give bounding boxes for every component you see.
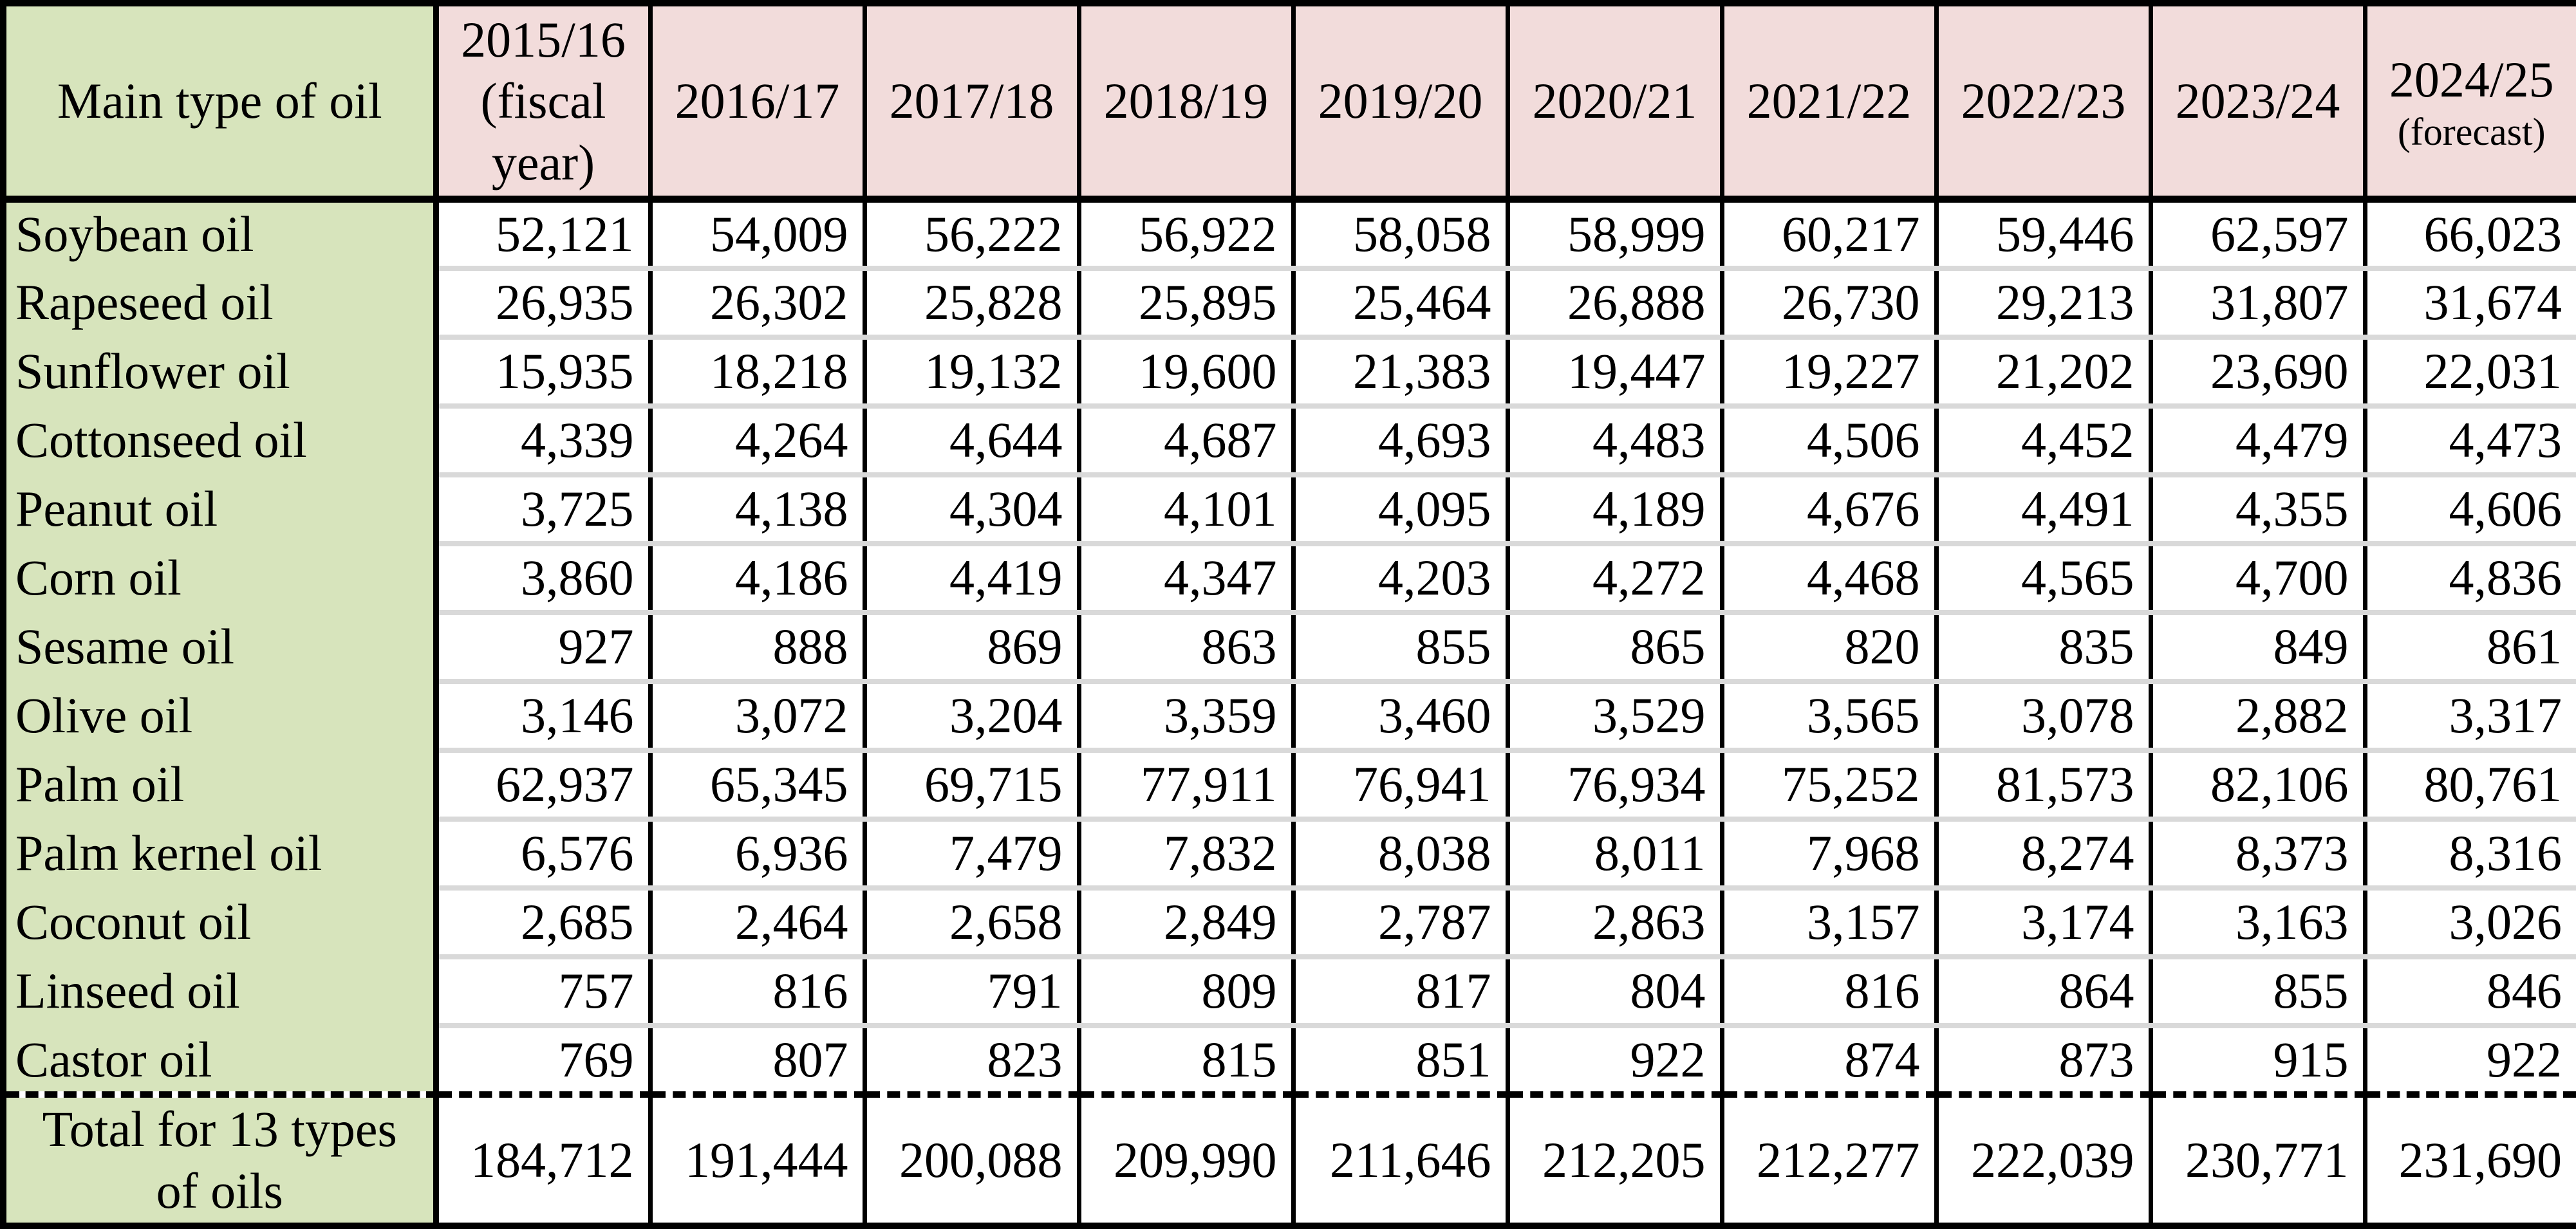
value-cell: 3,529 <box>1507 681 1722 750</box>
header-row <box>3 3 2576 199</box>
value-cell: 865 <box>1507 613 1722 681</box>
row-label: Coconut oil <box>3 888 436 957</box>
value-cell: 200,088 <box>864 1095 1079 1226</box>
value-cell: 191,444 <box>650 1095 864 1226</box>
value-cell: 69,715 <box>864 750 1079 819</box>
value-cell: 855 <box>2151 957 2365 1026</box>
header-label: 2017/18 <box>889 73 1054 129</box>
value-cell: 3,860 <box>436 544 650 613</box>
value-cell: 4,479 <box>2151 406 2365 475</box>
row-label: Cottonseed oil <box>3 406 436 475</box>
value-cell: 4,693 <box>1293 406 1507 475</box>
value-cell: 4,101 <box>1079 475 1293 544</box>
value-cell: 8,038 <box>1293 819 1507 888</box>
header-label: 2020/21 <box>1532 73 1697 129</box>
value-cell: 19,132 <box>864 337 1079 406</box>
value-cell: 6,936 <box>650 819 864 888</box>
value-cell: 927 <box>436 613 650 681</box>
value-cell: 212,205 <box>1507 1095 1722 1226</box>
value-cell: 4,491 <box>1936 475 2151 544</box>
header-label: 2016/17 <box>675 73 840 129</box>
value-cell: 184,712 <box>436 1095 650 1226</box>
value-cell: 4,468 <box>1722 544 1936 613</box>
value-cell: 26,935 <box>436 268 650 337</box>
value-cell: 861 <box>2365 613 2576 681</box>
column-header-year-2015-16 <box>436 3 650 199</box>
value-cell: 80,761 <box>2365 750 2576 819</box>
header-label: 2023/24 <box>2175 73 2340 129</box>
value-cell: 816 <box>650 957 864 1026</box>
value-cell: 791 <box>864 957 1079 1026</box>
total-row <box>3 1095 2576 1226</box>
table-row <box>3 888 2576 957</box>
header-label: 2018/19 <box>1103 73 1269 129</box>
table-row <box>3 957 2576 1026</box>
value-cell: 3,725 <box>436 475 650 544</box>
table-row <box>3 544 2576 613</box>
value-cell: 2,464 <box>650 888 864 957</box>
value-cell: 25,464 <box>1293 268 1507 337</box>
table-row <box>3 268 2576 337</box>
value-cell: 4,304 <box>864 475 1079 544</box>
row-label: Sunflower oil <box>3 337 436 406</box>
value-cell: 7,832 <box>1079 819 1293 888</box>
value-cell: 835 <box>1936 613 2151 681</box>
value-cell: 56,222 <box>864 199 1079 268</box>
value-cell: 211,646 <box>1293 1095 1507 1226</box>
row-label: Peanut oil <box>3 475 436 544</box>
row-label: Olive oil <box>3 681 436 750</box>
value-cell: 807 <box>650 1026 864 1095</box>
value-cell: 4,483 <box>1507 406 1722 475</box>
value-cell: 915 <box>2151 1026 2365 1095</box>
value-cell: 6,576 <box>436 819 650 888</box>
column-header-year-2021-22 <box>1722 3 1936 199</box>
value-cell: 23,690 <box>2151 337 2365 406</box>
value-cell: 21,202 <box>1936 337 2151 406</box>
value-cell: 26,730 <box>1722 268 1936 337</box>
table-row <box>3 199 2576 268</box>
header-sublabel: (forecast) <box>2397 110 2546 153</box>
value-cell: 8,274 <box>1936 819 2151 888</box>
value-cell: 60,217 <box>1722 199 1936 268</box>
value-cell: 19,447 <box>1507 337 1722 406</box>
value-cell: 817 <box>1293 957 1507 1026</box>
value-cell: 4,644 <box>864 406 1079 475</box>
row-label: Total for 13 types of oils <box>3 1095 436 1226</box>
header-label: 2021/22 <box>1746 73 1912 129</box>
value-cell: 3,072 <box>650 681 864 750</box>
header-label: 2024/25 <box>2389 51 2554 108</box>
value-cell: 888 <box>650 613 864 681</box>
header-label: 2019/20 <box>1318 73 1483 129</box>
table-row <box>3 750 2576 819</box>
value-cell: 25,828 <box>864 268 1079 337</box>
column-header-year-2019-20 <box>1293 3 1507 199</box>
value-cell: 7,968 <box>1722 819 1936 888</box>
value-cell: 4,506 <box>1722 406 1936 475</box>
table-row <box>3 613 2576 681</box>
value-cell: 4,138 <box>650 475 864 544</box>
table-body <box>3 199 2576 1226</box>
value-cell: 3,204 <box>864 681 1079 750</box>
value-cell: 4,186 <box>650 544 864 613</box>
value-cell: 4,676 <box>1722 475 1936 544</box>
value-cell: 820 <box>1722 613 1936 681</box>
value-cell: 230,771 <box>2151 1095 2365 1226</box>
value-cell: 804 <box>1507 957 1722 1026</box>
row-label: Sesame oil <box>3 613 436 681</box>
value-cell: 4,836 <box>2365 544 2576 613</box>
column-header-year-2022-23 <box>1936 3 2151 199</box>
value-cell: 2,863 <box>1507 888 1722 957</box>
value-cell: 212,277 <box>1722 1095 1936 1226</box>
column-header-year-2016-17 <box>650 3 864 199</box>
header-sublabel: (fiscal year) <box>480 73 606 190</box>
value-cell: 2,849 <box>1079 888 1293 957</box>
value-cell: 4,347 <box>1079 544 1293 613</box>
row-label: Castor oil <box>3 1026 436 1095</box>
value-cell: 7,479 <box>864 819 1079 888</box>
value-cell: 66,023 <box>2365 199 2576 268</box>
value-cell: 4,565 <box>1936 544 2151 613</box>
value-cell: 4,355 <box>2151 475 2365 544</box>
row-label: Corn oil <box>3 544 436 613</box>
value-cell: 2,685 <box>436 888 650 957</box>
value-cell: 815 <box>1079 1026 1293 1095</box>
value-cell: 4,203 <box>1293 544 1507 613</box>
value-cell: 52,121 <box>436 199 650 268</box>
value-cell: 4,339 <box>436 406 650 475</box>
column-header-year-2017-18 <box>864 3 1079 199</box>
value-cell: 3,565 <box>1722 681 1936 750</box>
value-cell: 2,787 <box>1293 888 1507 957</box>
table-row <box>3 337 2576 406</box>
value-cell: 76,941 <box>1293 750 1507 819</box>
value-cell: 769 <box>436 1026 650 1095</box>
value-cell: 4,687 <box>1079 406 1293 475</box>
table-row <box>3 1026 2576 1095</box>
value-cell: 2,658 <box>864 888 1079 957</box>
row-label: Soybean oil <box>3 199 436 268</box>
value-cell: 77,911 <box>1079 750 1293 819</box>
value-cell: 855 <box>1293 613 1507 681</box>
value-cell: 25,895 <box>1079 268 1293 337</box>
value-cell: 849 <box>2151 613 2365 681</box>
value-cell: 59,446 <box>1936 199 2151 268</box>
value-cell: 3,146 <box>436 681 650 750</box>
value-cell: 8,373 <box>2151 819 2365 888</box>
value-cell: 809 <box>1079 957 1293 1026</box>
value-cell: 75,252 <box>1722 750 1936 819</box>
value-cell: 19,600 <box>1079 337 1293 406</box>
row-label: Rapeseed oil <box>3 268 436 337</box>
value-cell: 19,227 <box>1722 337 1936 406</box>
header-label: Main type of oil <box>57 73 382 129</box>
value-cell: 3,317 <box>2365 681 2576 750</box>
value-cell: 21,383 <box>1293 337 1507 406</box>
value-cell: 209,990 <box>1079 1095 1293 1226</box>
header-label: 2022/23 <box>1961 73 2126 129</box>
value-cell: 26,888 <box>1507 268 1722 337</box>
value-cell: 31,674 <box>2365 268 2576 337</box>
value-cell: 62,597 <box>2151 199 2365 268</box>
value-cell: 922 <box>1507 1026 1722 1095</box>
value-cell: 4,419 <box>864 544 1079 613</box>
value-cell: 4,452 <box>1936 406 2151 475</box>
value-cell: 18,218 <box>650 337 864 406</box>
column-header-year-2020-21 <box>1507 3 1722 199</box>
value-cell: 8,316 <box>2365 819 2576 888</box>
value-cell: 65,345 <box>650 750 864 819</box>
table-row <box>3 681 2576 750</box>
value-cell: 3,359 <box>1079 681 1293 750</box>
value-cell: 15,935 <box>436 337 650 406</box>
value-cell: 3,078 <box>1936 681 2151 750</box>
value-cell: 231,690 <box>2365 1095 2576 1226</box>
value-cell: 4,264 <box>650 406 864 475</box>
row-label: Linseed oil <box>3 957 436 1026</box>
value-cell: 31,807 <box>2151 268 2365 337</box>
value-cell: 874 <box>1722 1026 1936 1095</box>
value-cell: 922 <box>2365 1026 2576 1095</box>
value-cell: 4,606 <box>2365 475 2576 544</box>
value-cell: 58,999 <box>1507 199 1722 268</box>
value-cell: 3,157 <box>1722 888 1936 957</box>
value-cell: 81,573 <box>1936 750 2151 819</box>
value-cell: 3,460 <box>1293 681 1507 750</box>
value-cell: 851 <box>1293 1026 1507 1095</box>
value-cell: 863 <box>1079 613 1293 681</box>
value-cell: 823 <box>864 1026 1079 1095</box>
value-cell: 26,302 <box>650 268 864 337</box>
table-row <box>3 475 2576 544</box>
value-cell: 8,011 <box>1507 819 1722 888</box>
table-header <box>3 3 2576 199</box>
column-header-year-2024-25 <box>2365 3 2576 199</box>
value-cell: 222,039 <box>1936 1095 2151 1226</box>
row-label: Palm oil <box>3 750 436 819</box>
value-cell: 873 <box>1936 1026 2151 1095</box>
value-cell: 757 <box>436 957 650 1026</box>
value-cell: 864 <box>1936 957 2151 1026</box>
header-label: 2015/16 <box>461 12 626 68</box>
value-cell: 2,882 <box>2151 681 2365 750</box>
value-cell: 56,922 <box>1079 199 1293 268</box>
value-cell: 58,058 <box>1293 199 1507 268</box>
table-row <box>3 406 2576 475</box>
row-label: Palm kernel oil <box>3 819 436 888</box>
table-row <box>3 819 2576 888</box>
value-cell: 4,473 <box>2365 406 2576 475</box>
value-cell: 4,700 <box>2151 544 2365 613</box>
value-cell: 22,031 <box>2365 337 2576 406</box>
value-cell: 82,106 <box>2151 750 2365 819</box>
value-cell: 4,095 <box>1293 475 1507 544</box>
column-header-year-2023-24 <box>2151 3 2365 199</box>
column-header-oil-type <box>3 3 436 199</box>
column-header-year-2018-19 <box>1079 3 1293 199</box>
value-cell: 4,189 <box>1507 475 1722 544</box>
value-cell: 846 <box>2365 957 2576 1026</box>
value-cell: 62,937 <box>436 750 650 819</box>
value-cell: 3,026 <box>2365 888 2576 957</box>
value-cell: 76,934 <box>1507 750 1722 819</box>
value-cell: 3,174 <box>1936 888 2151 957</box>
value-cell: 816 <box>1722 957 1936 1026</box>
value-cell: 54,009 <box>650 199 864 268</box>
value-cell: 869 <box>864 613 1079 681</box>
value-cell: 3,163 <box>2151 888 2365 957</box>
value-cell: 29,213 <box>1936 268 2151 337</box>
value-cell: 4,272 <box>1507 544 1722 613</box>
